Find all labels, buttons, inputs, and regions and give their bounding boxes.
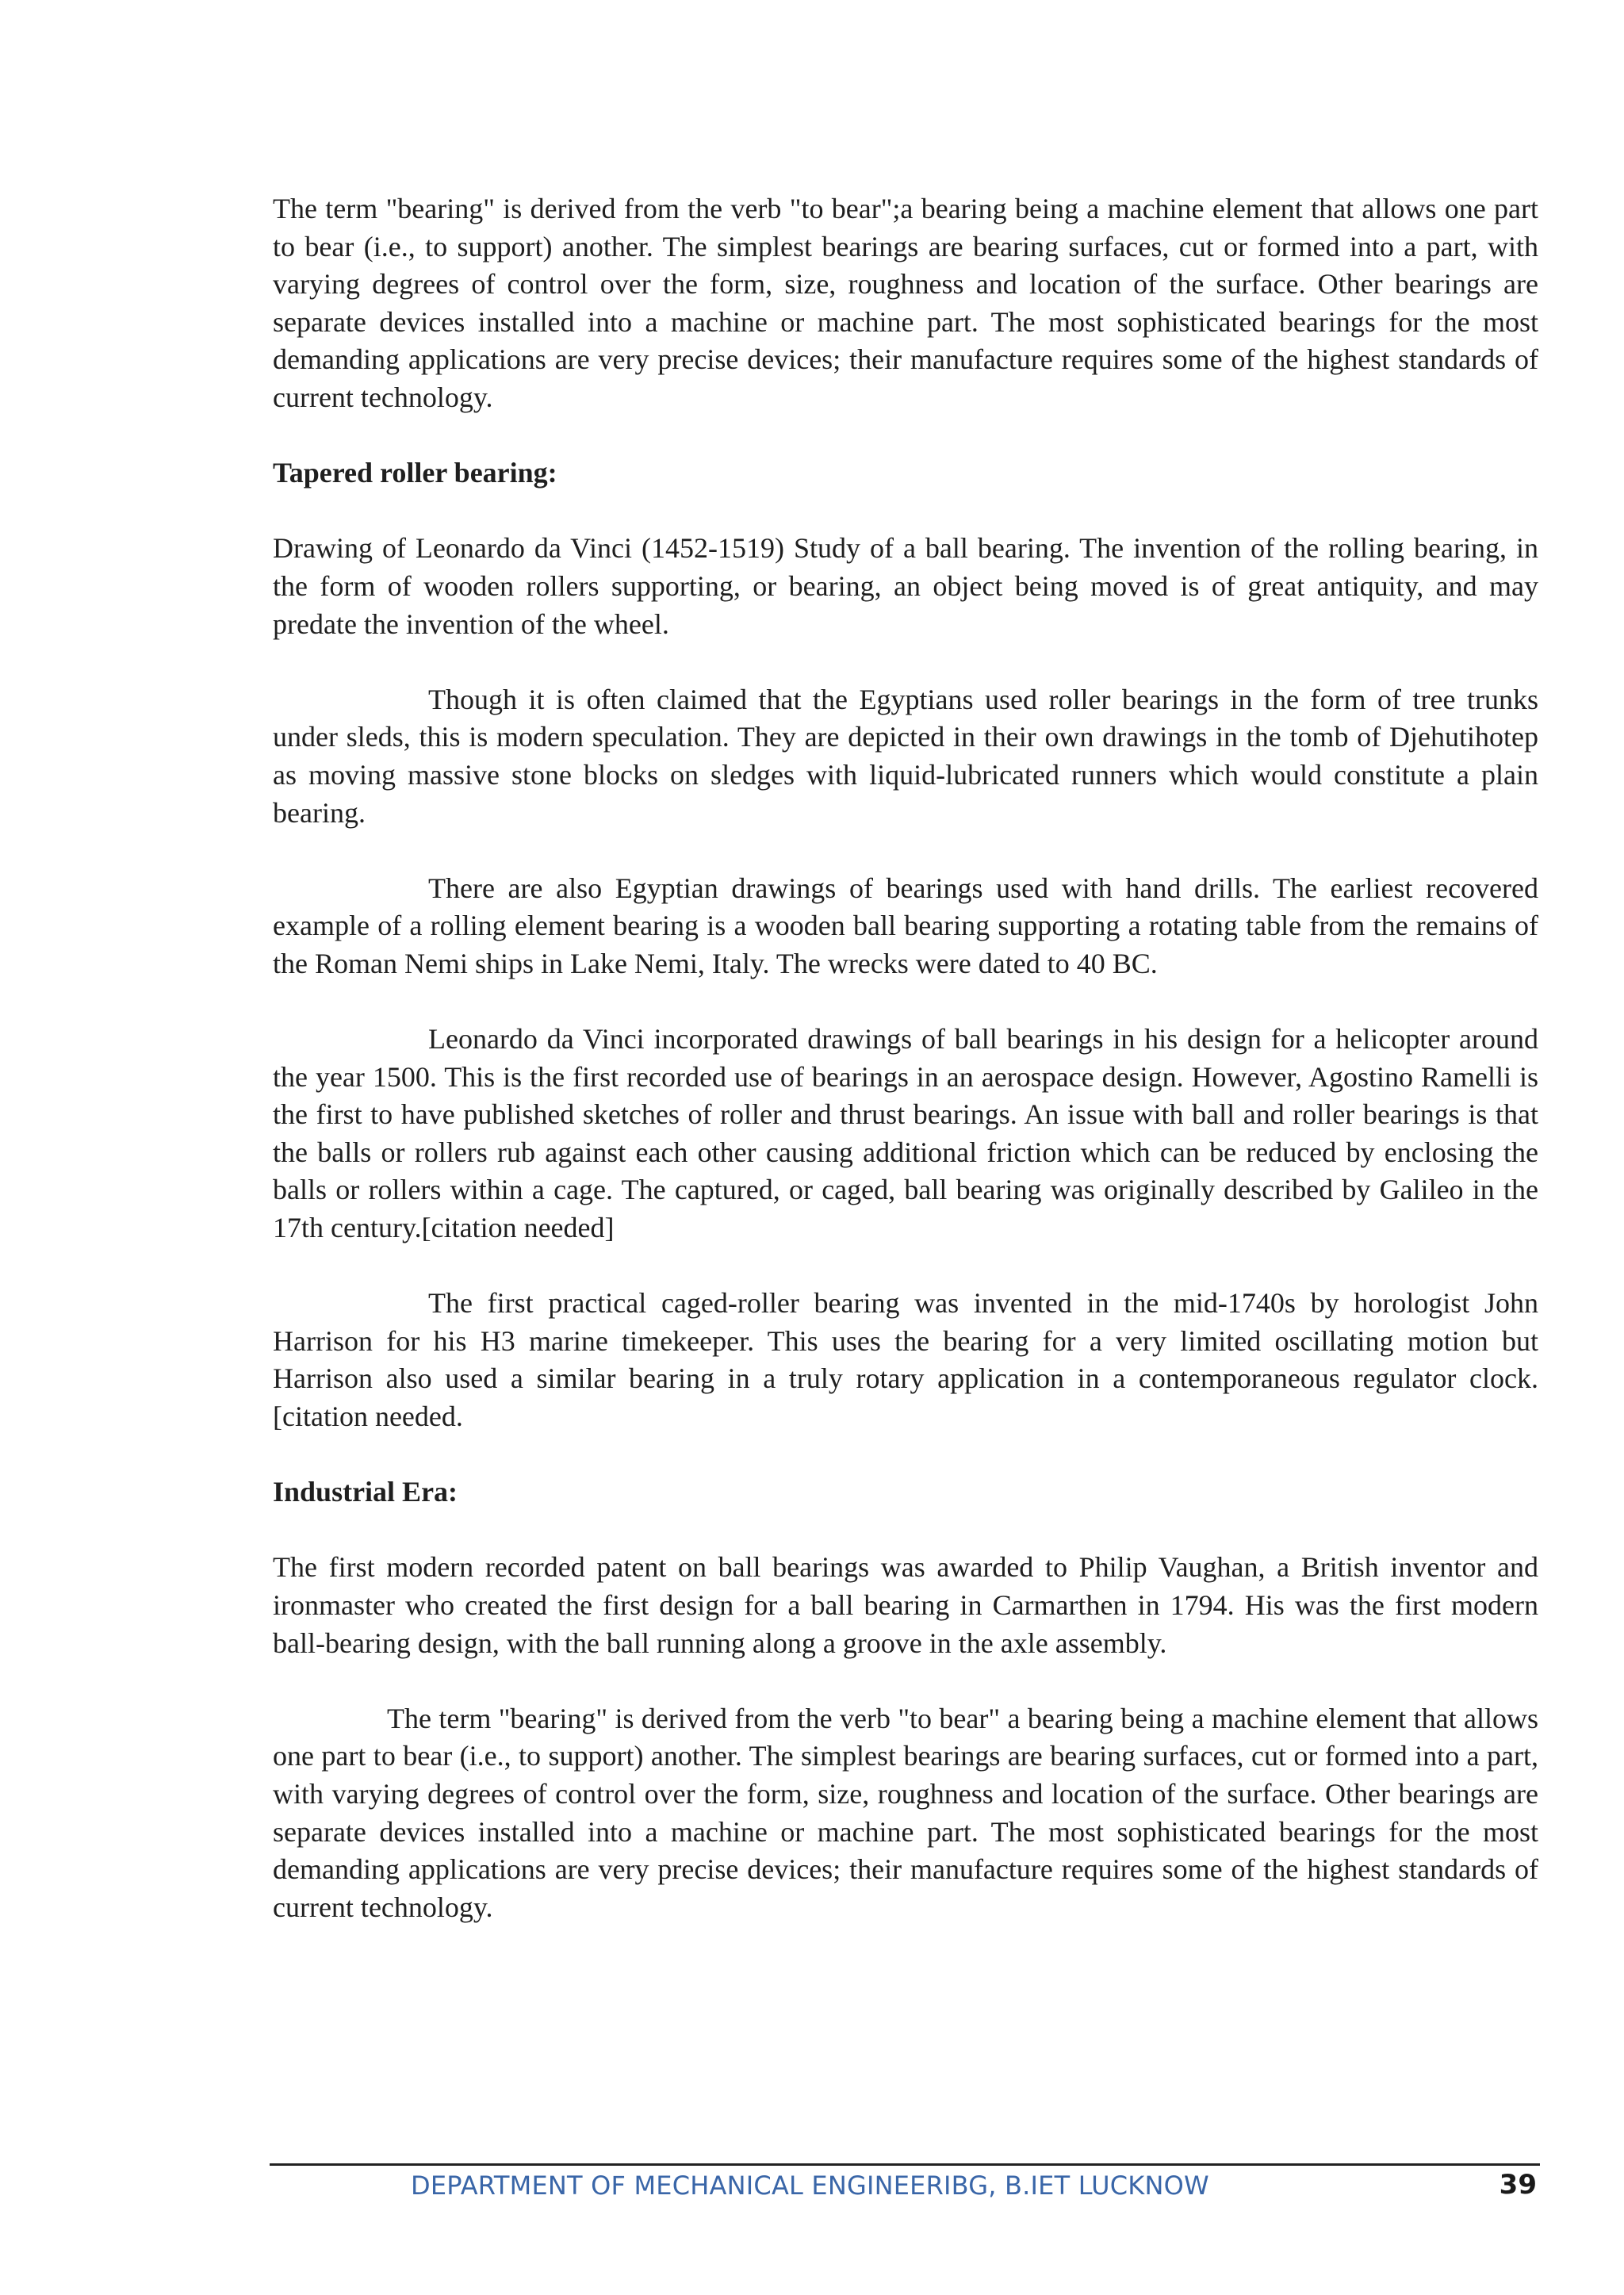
spacer: [273, 1511, 1538, 1550]
page-body: [273, 190, 1538, 1926]
paragraph-bearing-definition: The term "bearing" is derived from the verb "to bear";a bearing being a machine element that allows one part to bear (i.e., to support) another. The simplest bearings are bearing surfaces, cut or formed into a part, with varying degrees of control over the form, size, roughness and location of the surface. Other bearings are separate devices installed into a machine or machine part. The most sophisticated bearings for the most demanding applications are very precise devices; their manufacture requires some of the highest standards of current technology.: [273, 193, 1538, 413]
paragraph-nemi-ships: There are also Egyptian drawings of bearings used with hand drills. The earliest recovered example of a rolling element bearing is a wooden ball bearing supporting a rotating table from the remains of the Roman Nemi ships in Lake Nemi, Italy. The wrecks were dated to 40 BC.: [273, 872, 1538, 979]
section-heading-tapered-roller-bearing: Tapered roller bearing:: [273, 457, 557, 489]
paragraph-leonardo-drawing: Drawing of Leonardo da Vinci (1452-1519) Study of a ball bearing. The invention of the rolling bearing, in the form of wooden rollers supporting, or bearing, an object being moved is of great antiquity, and may predate the invention of the wheel.: [273, 532, 1538, 640]
spacer: [273, 492, 1538, 531]
paragraph-helicopter-design: Leonardo da Vinci incorporated drawings of ball bearings in his design for a helicopter around the year 1500. This is the first recorded use of bearings in an aerospace design. However, Agostino Ramelli is the first to have published sketches of roller and thrust bearings. An issue with ball and roller bearings is that the balls or rollers rub against each other causing additional friction which can be reduced by enclosing the balls or rollers within a cage. The captured, or caged, ball bearing was originally described by Galileo in the 17th century.[citation needed]: [273, 1023, 1538, 1244]
section-heading-industrial-era: Industrial Era:: [273, 1476, 458, 1508]
footer-department: DEPARTMENT OF MECHANICAL ENGINEERIBG, B.IET LUCKNOW: [411, 2170, 1209, 2201]
footer-divider: [270, 2163, 1540, 2166]
spacer: [273, 983, 1538, 1021]
paragraph-egyptian-rollers: Though it is often claimed that the Egyptians used roller bearings in the form of tree trunks under sleds, this is modern speculation. They are depicted in their own drawings in the tomb of Djehutihotep as moving massive stone blocks on sledges with liquid-lubricated runners which would constitute a plain bearing.: [273, 683, 1538, 829]
spacer: [273, 417, 1538, 455]
spacer: [273, 1247, 1538, 1285]
spacer: [273, 1436, 1538, 1474]
page-number: 39: [1499, 2169, 1537, 2201]
spacer: [273, 643, 1538, 681]
spacer: [273, 1662, 1538, 1700]
paragraph-harrison-bearing: The first practical caged-roller bearing was invented in the mid-1740s by horologist John Harrison for his H3 marine timekeeper. This uses the bearing for a very limited oscillating motion but Harrison also used a similar bearing in a truly rotary application in a contemporaneous regulator clock.[citation needed.: [273, 1287, 1538, 1432]
paragraph-vaughan-patent: The first modern recorded patent on ball bearings was awarded to Philip Vaughan, a British inventor and ironmaster who created the first design for a ball bearing in Carmarthen in 1794. His was the first modern ball-bearing design, with the ball running along a groove in the axle assembly.: [273, 1551, 1538, 1659]
paragraph-bearing-definition-repeat: The term "bearing" is derived from the verb "to bear" a bearing being a machine element that allows one part to bear (i.e., to support) another. The simplest bearings are bearing surfaces, cut or formed into a part, with varying degrees of control over the form, size, roughness and location of the surface. Other bearings are separate devices installed into a machine or machine part. The most sophisticated bearings for the most demanding applications are very precise devices; their manufacture requires some of the highest standards of current technology.: [273, 1702, 1538, 1923]
spacer: [273, 832, 1538, 870]
